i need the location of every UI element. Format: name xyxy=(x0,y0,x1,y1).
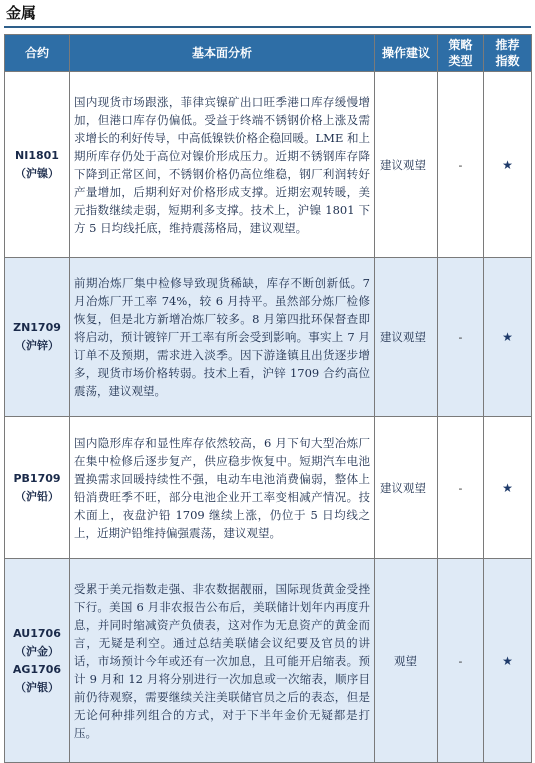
header-advice: 操作建议 xyxy=(375,35,438,72)
contract-code: ZN1709 xyxy=(13,321,61,334)
table-row xyxy=(5,559,532,763)
header-analysis: 基本面分析 xyxy=(70,35,375,72)
strategy-cell: - xyxy=(438,417,484,559)
contract-code: AG1706 xyxy=(12,662,62,676)
rating-star-icon: ★ xyxy=(484,72,532,258)
contract-cell xyxy=(5,72,70,258)
contract-cell xyxy=(5,258,70,417)
header-strategy: 策略类型 xyxy=(438,35,484,72)
contract-name: （沪锌） xyxy=(15,339,59,352)
rating-star-icon: ★ xyxy=(484,417,532,559)
contract-name: （沪金） xyxy=(15,644,59,658)
advice-cell: 建议观望 xyxy=(375,72,438,258)
contract-name: （沪银） xyxy=(15,680,59,694)
rating-star-icon: ★ xyxy=(484,559,532,763)
contract-name: （沪铅） xyxy=(15,489,59,503)
analysis-cell: 受累于美元指数走强、非农数据靓丽，国际现货黄金受挫下行。美国 6 月非农报告公布后，美联储计划年内再度升息，并同时缩减资产负债表，这对作为无息资产的黄金而言，无疑是利空。通过总结美联储会议纪要及官员的讲话，市场预计今年或还有一次加息，且可能开启缩表。预计 9 月和 12 月将分别进行一次加息或一次缩表，顺序目前仍待观察，需要继续关注美联储官员之后的表态，但是无论何种排列组合的方式，对于下半年金价无疑都是打压。 xyxy=(70,559,375,763)
analysis-cell: 前期冶炼厂集中检修导致现货稀缺，库存不断创新低。7 月冶炼厂开工率 74%，较 6 月持平。虽然部分炼厂检修恢复，但是北方新增冶炼厂较多。8 月第四批环保督查即将启动，预计镀锌厂开工率有所会受到影响。事实上 7 月订单不及预期，需求进入淡季。因下游逢镇且出货逐步增多，现货市场价格转弱。技术上看，沪锌 1709 合约高位震荡，建议观望。 xyxy=(70,258,375,417)
header-rating: 推荐指数 xyxy=(484,35,532,72)
table-row xyxy=(5,258,532,417)
strategy-cell: - xyxy=(438,72,484,258)
contract-cell xyxy=(5,417,70,559)
contract-name: （沪镍） xyxy=(15,166,59,180)
analysis-cell: 国内现货市场跟涨，菲律宾镍矿出口旺季港口库存缓慢增加，但港口库存仍偏低。受益于终端不锈钢价格上涨及需求增长的利好传导，中高低镍铁价格企稳回暖。LME 和上期所库存仍处于高位对镍价形成压力。近期不锈钢库存降下降到正常区间，不锈钢价格仍高位维稳，钢厂利润转好产量增加，后期利好对价格形成支撑。近期宏观转暖，美元指数继续走弱，短期利多支撑。技术上，沪镍 1801 下方 5 日均线托底，维持震荡格局，建议观望。 xyxy=(70,72,375,258)
contract-cell xyxy=(5,559,70,763)
analysis-cell: 国内隐形库存和显性库存依然较高，6 月下旬大型冶炼厂在集中检修后逐步复产，供应稳步恢复中。短期汽车电池置换需求回暖持续性不强，电动车电池消费偏弱，整体上铅消费旺季不旺，部分电池企业开工率变相减产情况。技术面上，夜盘沪铅 1709 继续上涨，仍位于 5 日均线之上，近期沪铅维持偏强震荡，建议观望。 xyxy=(70,417,375,559)
section-title: 金属 xyxy=(6,4,37,22)
metals-table xyxy=(4,34,532,763)
advice-cell: 建议观望 xyxy=(375,258,438,417)
table-row xyxy=(5,417,532,559)
strategy-cell: - xyxy=(438,559,484,763)
table-header-row xyxy=(5,35,532,72)
contract-code: NI1801 xyxy=(15,148,59,162)
table-row xyxy=(5,72,532,258)
strategy-cell: - xyxy=(438,258,484,417)
contract-code: PB1709 xyxy=(13,471,61,485)
advice-cell: 建议观望 xyxy=(375,417,438,559)
header-contract: 合约 xyxy=(5,35,70,72)
advice-cell: 观望 xyxy=(375,559,438,763)
contract-code: AU1706 xyxy=(13,626,61,640)
rating-star-icon: ★ xyxy=(484,258,532,417)
title-underline xyxy=(4,26,531,28)
